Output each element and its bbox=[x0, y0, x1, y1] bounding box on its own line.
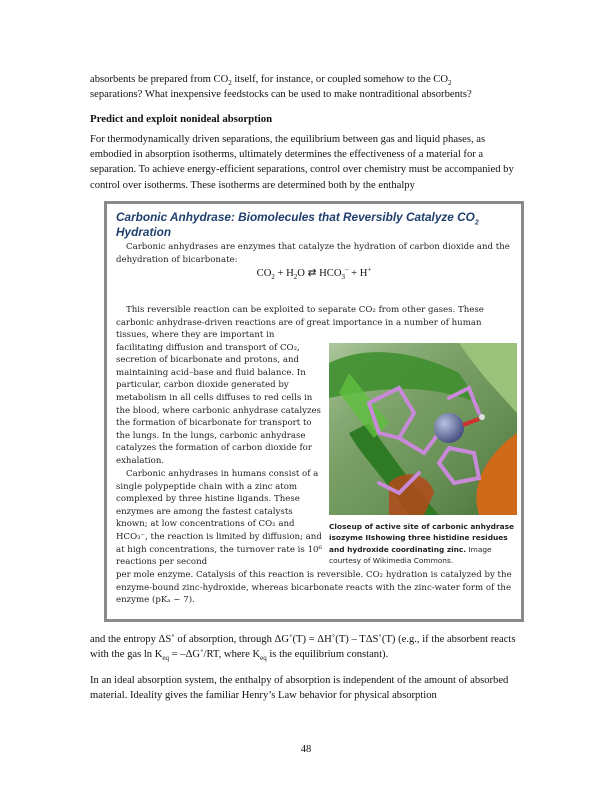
sidebar-box bbox=[104, 201, 524, 622]
text-run: absorbents be prepared from CO bbox=[90, 74, 229, 85]
superscript: + bbox=[367, 265, 372, 274]
caption-bold: Closeup of active site of carbonic anhydrase isozyme IIshowing three histidine residues and hydroxide coordinating zinc. bbox=[329, 522, 514, 554]
text-run: is the equilibrium constant). bbox=[266, 649, 389, 661]
sidebar-title-text: Carbonic Anhydrase: Biomolecules that Reversibly Catalyze CO bbox=[116, 210, 475, 224]
sidebar-title bbox=[116, 210, 516, 239]
figure-caption bbox=[329, 521, 519, 567]
text-run: separations? What inexpensive feedstocks can be used to make nontraditional absorbents? bbox=[90, 89, 472, 101]
sidebar-paragraph-3b: per mole enzyme. Catalysis of this reaction is reversible. CO₂ hydration is catalyzed by the enzyme-bound zinc-hydroxide, whereas bicarbonate reacts with the zinc-water form of the enzyme (pKₐ ~ 7). bbox=[116, 570, 512, 606]
reaction-equation bbox=[107, 265, 521, 282]
eq-part: + H bbox=[274, 268, 294, 279]
subscript: 2 bbox=[228, 79, 232, 88]
sidebar-paragraph-2b: tissues, where they are important in facilitating diffusion and transport of CO₂, secretion of bicarbonate and protons, and maintaining acid–base and fluid balance. In particular, carbon dioxide generated by metabolism in all cells diffuses to red cells in the blood, where carbonic anhydrase catalyzes the formation of bicarbonate for transport to the lungs. In the lungs, carbonic anhydrase catalyzes the formation of carbon dioxide for exhalation. bbox=[116, 330, 321, 466]
page-number: 48 bbox=[300, 744, 312, 755]
top-paragraph bbox=[90, 72, 522, 102]
subscript: 2 bbox=[448, 79, 452, 88]
subscript: eq bbox=[260, 654, 267, 663]
subscript: eq bbox=[162, 654, 169, 663]
section-heading: Predict and exploit nonideal absorption bbox=[90, 113, 273, 125]
subscript: 2 bbox=[271, 273, 275, 282]
carbonic-anhydrase-image bbox=[329, 343, 517, 515]
sidebar-paragraph-3a: Carbonic anhydrases in humans consist of a single polypeptide chain with a zinc atom complexed by three histine ligands. These enzymes are among the fastest catalysts known; at low concentrations of CO₂ and HCO₃⁻, the reaction is limited by diffusion; and at high concentrations, the turnover rate is 10⁶ reactions per second bbox=[116, 469, 322, 568]
superscript: – bbox=[344, 265, 349, 274]
text-run: = –ΔG˚/RT, where K bbox=[169, 649, 261, 661]
entropy-paragraph bbox=[90, 632, 522, 662]
text-run: itself, for instance, or coupled somehow to the CO bbox=[231, 74, 449, 85]
ideal-absorption-paragraph: In an ideal absorption system, the enthalpy of absorption is independent of the amount of absorbed material. Ideality gives the familiar Henry’s Law behavior for physical absorption bbox=[90, 675, 509, 702]
sidebar-title-text: Hydration bbox=[116, 224, 172, 239]
eq-part: + H bbox=[348, 268, 368, 279]
subscript: 3 bbox=[341, 273, 345, 282]
subscript: 2 bbox=[293, 273, 298, 282]
sidebar-paragraph-2a: This reversible reaction can be exploited to separate CO₂ from other gases. These carbonic anhydrase-driven reactions are of great importance in a number of human bbox=[116, 305, 484, 328]
sidebar-intro: Carbonic anhydrases are enzymes that catalyze the hydration of carbon dioxide and the dehydration of bicarbonate: bbox=[116, 242, 510, 265]
eq-part: CO bbox=[256, 268, 272, 279]
text-run: and the entropy ΔS˚ of absorption, through ΔG˚(T) = ΔH˚(T) – TΔS˚(T) (e.g., if the absorbent reacts with the gas ln K bbox=[90, 634, 516, 661]
caption-credit: Image courtesy of Wikimedia Commons. bbox=[329, 544, 492, 566]
section-paragraph: For thermodynamically driven separations, the equilibrium between gas and liquid phases, as embodied in absorption isotherms, ultimately determines the effectiveness of a material for a separation. To achieve energy-efficient separations, control over chemistry must be accompanied by control over isotherms. These isotherms are determined both by the enthalpy bbox=[90, 134, 514, 191]
subscript: 2 bbox=[474, 219, 479, 227]
eq-part: O ⇄ HCO bbox=[297, 268, 342, 279]
